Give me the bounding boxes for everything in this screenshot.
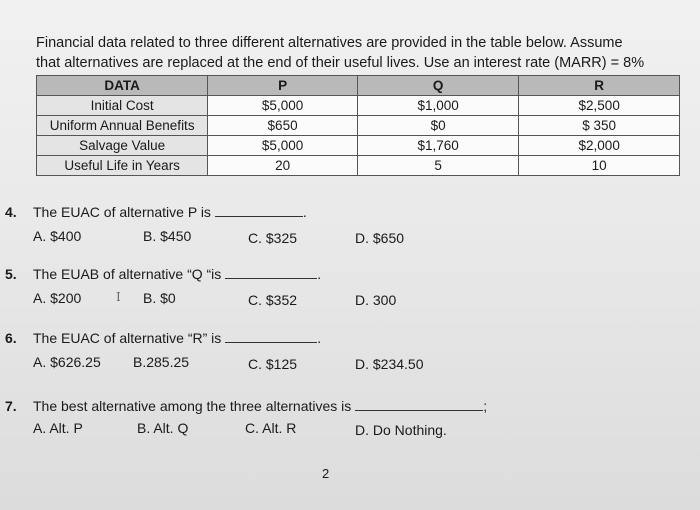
option-b[interactable]: B. $450 (143, 228, 192, 244)
alternatives-data-table (36, 75, 680, 176)
table-cell: 20 (208, 156, 358, 176)
table-cell: $5,000 (208, 136, 358, 156)
question-end: . (317, 330, 322, 346)
question-text: The EUAC of alternative P is (33, 204, 211, 220)
option-b[interactable]: B. Alt. Q (137, 420, 189, 436)
question-text: The best alternative among the three alternatives is (33, 398, 352, 414)
option-a[interactable]: A. Alt. P (33, 420, 83, 436)
row-label: Uniform Annual Benefits (37, 116, 208, 136)
problem-statement-line-1: Financial data related to three different alternatives are provided in the table below. Assume (36, 35, 623, 51)
question-number: 7. (5, 398, 17, 414)
option-d[interactable]: D. 300 (355, 292, 397, 308)
table-cell: $2,000 (519, 136, 680, 156)
option-c[interactable]: C. Alt. R (245, 420, 297, 436)
header-r: R (519, 76, 680, 96)
table-cell: 5 (357, 156, 519, 176)
row-label: Useful Life in Years (37, 156, 208, 176)
option-c[interactable]: C. $125 (248, 356, 298, 372)
table-cell: $0 (357, 116, 519, 136)
text-cursor-icon: I (116, 290, 121, 304)
option-c[interactable]: C. $352 (248, 292, 298, 308)
option-a[interactable]: A. $626.25 (33, 354, 101, 370)
row-label: Initial Cost (37, 96, 208, 116)
option-a[interactable]: A. $400 (33, 228, 82, 244)
table-cell: $1,760 (357, 136, 519, 156)
row-label: Salvage Value (37, 136, 208, 156)
question-end: ; (483, 398, 488, 414)
problem-statement-line-2: that alternatives are replaced at the end of their useful lives. Use an interest rate (MARR) = 8% (36, 55, 645, 71)
question-number: 4. (5, 204, 17, 220)
question-text: The EUAC of alternative “R” is (33, 330, 222, 346)
header-data: DATA (37, 76, 208, 96)
question-end: . (317, 266, 322, 282)
answer-blank[interactable] (215, 204, 303, 217)
option-b[interactable]: B.285.25 (133, 354, 190, 370)
table-cell: $650 (208, 116, 358, 136)
table-cell: $1,000 (357, 96, 519, 116)
header-p: P (208, 76, 358, 96)
question-number: 6. (5, 330, 17, 346)
table-row (37, 136, 680, 156)
table-cell: 10 (519, 156, 680, 176)
table-row (37, 156, 680, 176)
option-d[interactable]: D. Do Nothing. (355, 422, 447, 438)
table-cell: $2,500 (519, 96, 680, 116)
problem-statement (36, 33, 676, 73)
table-cell: $ 350 (519, 116, 680, 136)
option-a[interactable]: A. $200 (33, 290, 82, 306)
option-d[interactable]: D. $234.50 (355, 356, 424, 372)
option-b[interactable]: B. $0 (143, 290, 176, 306)
answer-blank[interactable] (225, 266, 317, 279)
table-row (37, 116, 680, 136)
answer-blank[interactable] (225, 330, 317, 343)
table-header-row (37, 76, 680, 96)
header-q: Q (357, 76, 519, 96)
question-number: 5. (5, 266, 17, 282)
answer-blank[interactable] (355, 398, 483, 411)
page-number: 2 (322, 466, 330, 481)
question-end: . (302, 204, 307, 220)
table-cell: $5,000 (208, 96, 358, 116)
table-row (37, 96, 680, 116)
option-d[interactable]: D. $650 (355, 230, 405, 246)
question-text: The EUAB of alternative “Q “is (33, 266, 222, 282)
option-c[interactable]: C. $325 (248, 230, 298, 246)
